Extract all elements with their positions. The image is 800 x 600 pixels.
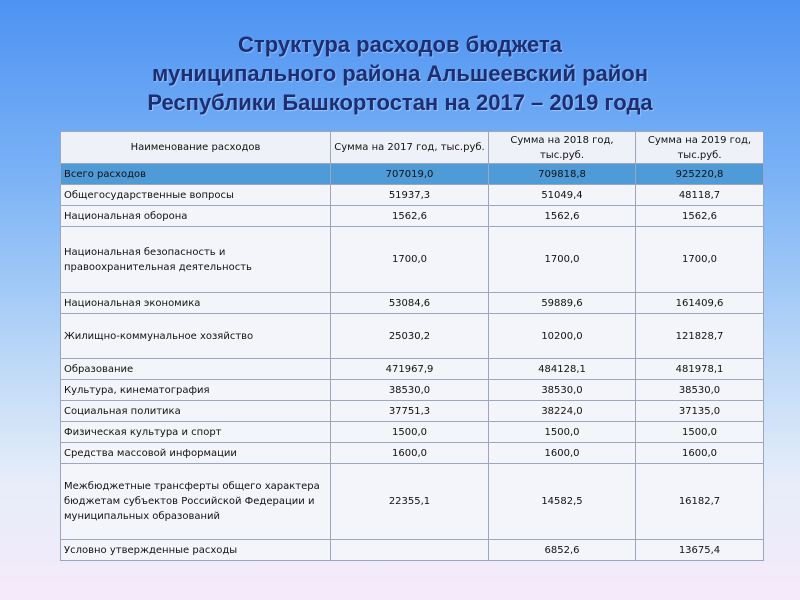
value-2017 — [331, 540, 489, 561]
value-2018: 1500,0 — [489, 422, 636, 443]
row-name: Национальная оборона — [61, 206, 331, 227]
value-2019: 161409,6 — [636, 293, 764, 314]
table-row — [61, 464, 764, 540]
table-row — [61, 380, 764, 401]
value-2019: 37135,0 — [636, 401, 764, 422]
table-row — [61, 401, 764, 422]
value-2017: 22355,1 — [331, 464, 489, 540]
row-name: Образование — [61, 359, 331, 380]
value-2018: 6852,6 — [489, 540, 636, 561]
table-row — [61, 422, 764, 443]
value-2018: 484128,1 — [489, 359, 636, 380]
row-name: Физическая культура и спорт — [61, 422, 331, 443]
header-2017: Сумма на 2017 год, тыс.руб. — [331, 132, 489, 164]
value-2019: 481978,1 — [636, 359, 764, 380]
value-2018: 51049,4 — [489, 185, 636, 206]
row-name: Культура, кинематография — [61, 380, 331, 401]
table-row — [61, 314, 764, 359]
value-2019: 48118,7 — [636, 185, 764, 206]
table-row — [61, 540, 764, 561]
value-2018: 38224,0 — [489, 401, 636, 422]
table-header-row — [61, 132, 764, 164]
value-2018: 1600,0 — [489, 443, 636, 464]
row-name: Национальная безопасность и правоохранительная деятельность — [61, 227, 331, 293]
title-line-1: Структура расходов бюджета — [238, 32, 562, 57]
title-line-3: Республики Башкортостан на 2017 – 2019 года — [147, 90, 653, 115]
table-row — [61, 359, 764, 380]
header-expense-name: Наименование расходов — [61, 132, 331, 164]
row-name: Национальная экономика — [61, 293, 331, 314]
row-name: Условно утвержденные расходы — [61, 540, 331, 561]
value-2017: 1562,6 — [331, 206, 489, 227]
value-2018: 14582,5 — [489, 464, 636, 540]
value-2018: 709818,8 — [489, 164, 636, 185]
value-2017: 37751,3 — [331, 401, 489, 422]
title-line-2: муниципального района Альшеевский район — [151, 61, 649, 86]
value-2019: 925220,8 — [636, 164, 764, 185]
value-2018: 59889,6 — [489, 293, 636, 314]
value-2019: 1562,6 — [636, 206, 764, 227]
value-2019: 16182,7 — [636, 464, 764, 540]
page-title — [0, 30, 800, 117]
row-name: Всего расходов — [61, 164, 331, 185]
value-2017: 471967,9 — [331, 359, 489, 380]
row-name: Жилищно-коммунальное хозяйство — [61, 314, 331, 359]
value-2019: 1500,0 — [636, 422, 764, 443]
value-2017: 1600,0 — [331, 443, 489, 464]
header-2018: Сумма на 2018 год, тыс.руб. — [489, 132, 636, 164]
row-name: Общегосударственные вопросы — [61, 185, 331, 206]
value-2019: 121828,7 — [636, 314, 764, 359]
row-name: Межбюджетные трансферты общего характера бюджетам субъектов Российской Федерации и муниципальных образований — [61, 464, 331, 540]
value-2018: 1562,6 — [489, 206, 636, 227]
table-row — [61, 227, 764, 293]
header-2019: Сумма на 2019 год, тыс.руб. — [636, 132, 764, 164]
value-2018: 38530,0 — [489, 380, 636, 401]
value-2019: 1700,0 — [636, 227, 764, 293]
value-2017: 707019,0 — [331, 164, 489, 185]
table-row — [61, 293, 764, 314]
value-2017: 25030,2 — [331, 314, 489, 359]
row-name: Социальная политика — [61, 401, 331, 422]
value-2017: 51937,3 — [331, 185, 489, 206]
table-row — [61, 443, 764, 464]
table-row — [61, 206, 764, 227]
table-row-total — [61, 164, 764, 185]
budget-table — [60, 131, 764, 561]
table-row — [61, 185, 764, 206]
row-name: Средства массовой информации — [61, 443, 331, 464]
value-2017: 1700,0 — [331, 227, 489, 293]
value-2019: 13675,4 — [636, 540, 764, 561]
value-2018: 10200,0 — [489, 314, 636, 359]
value-2017: 53084,6 — [331, 293, 489, 314]
value-2017: 1500,0 — [331, 422, 489, 443]
value-2017: 38530,0 — [331, 380, 489, 401]
value-2018: 1700,0 — [489, 227, 636, 293]
value-2019: 38530,0 — [636, 380, 764, 401]
value-2019: 1600,0 — [636, 443, 764, 464]
